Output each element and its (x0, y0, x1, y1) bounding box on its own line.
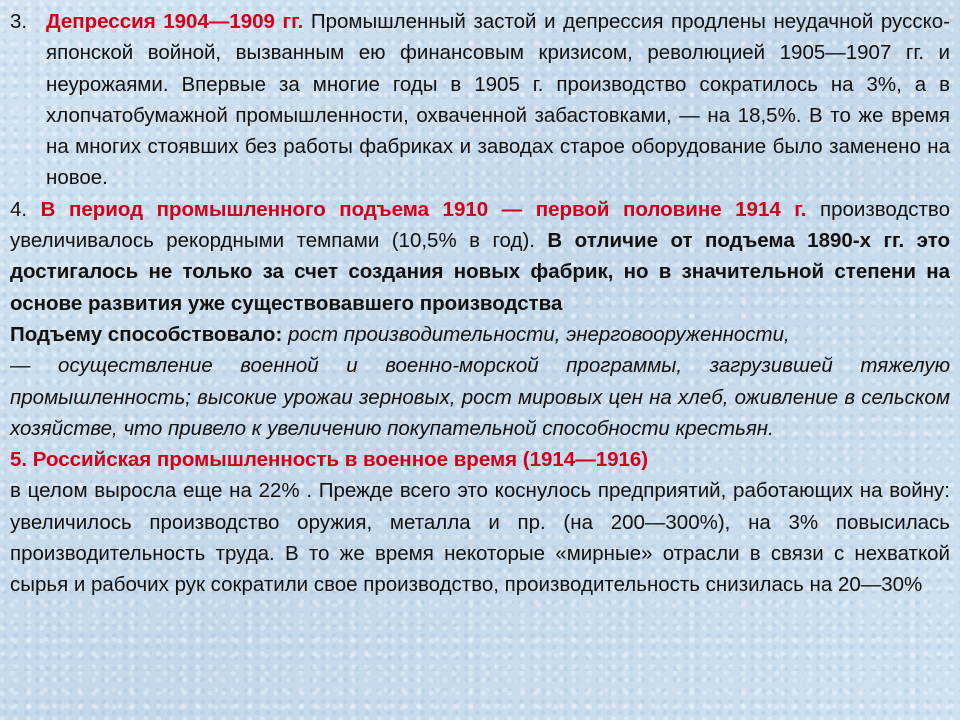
section-4-factors-list: — осуществление военной и военно-морской программы, загрузившей тяжелую промышленность; высокие урожаи зерновых, рост мировых цен на хлеб, оживление в сельском хозяйстве, что привело к увеличению покупательной способности крестьян. (10, 354, 950, 440)
section-4-body (10, 194, 950, 319)
section-4-factors-label: Подъему способствовало: (10, 322, 283, 346)
section-3-number: 3. (10, 10, 28, 33)
section-3 (10, 6, 950, 194)
section-4 (10, 194, 950, 444)
section-5 (10, 444, 950, 600)
section-3-text: Промышленный застой и депрессия продлены неудачной русско-японской войной, вызванным ею финансовым кризисом, революцией 1905—1907 гг. и неурожаями. Впервые за многие годы в 1905 г. производство сократилось на 3%, а в хлопчатобумажной промышленности, охваченной забастовками, — на 18,5%. В то же время на многих стоявших без работы фабриках и заводах старое оборудование было заменено на новое. (46, 10, 950, 190)
section-4-factors-first: рост производительности, энерговооруженности, (282, 322, 790, 346)
section-4-number: 4. (10, 197, 41, 221)
slide-content (10, 6, 950, 601)
section-3-heading: Депрессия 1904—1909 гг. (46, 10, 304, 33)
section-4-bold-text: В отличие от подъема 1890-х гг. это достигалось не только за счет создания новых фабрик, но в значительной степени на основе развития уже существовавшего производства (10, 229, 950, 315)
section-5-text: в целом выросла еще на 22% . Прежде всего это коснулось предприятий, работающих на войну: увеличилось производство оружия, металла и пр. (на 200—300%), на 3% повысилась производительность труда. В то же время некоторые «мирные» отрасли в связи с нехваткой сырья и рабочих рук сократили свое производство, производительность снизилась на 20—30% (10, 479, 950, 597)
section-4-heading: В период промышленного подъема 1910 — первой половине 1914 г. (40, 197, 807, 221)
section-4-factors-lead (10, 319, 950, 350)
section-5-heading: 5. Российская промышленность в военное время (1914—1916) (10, 448, 649, 472)
section-4-text: производство увеличивалось рекордными темпами (10,5% в год). (10, 197, 950, 253)
